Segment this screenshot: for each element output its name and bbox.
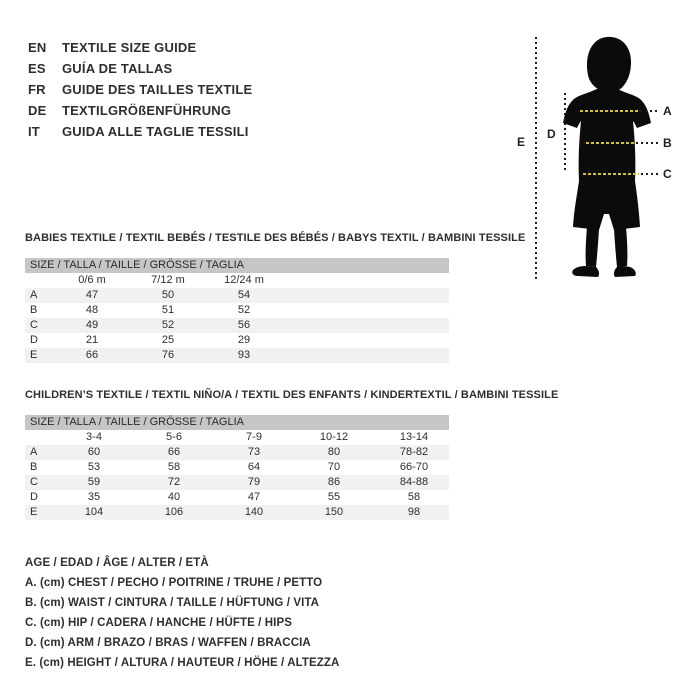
legend-arm-line: D. (cm) ARM / BRAZO / BRAS / WAFFEN / BRACCIA	[25, 637, 311, 649]
babies-size-table	[25, 258, 449, 363]
table-row	[25, 445, 449, 460]
cell: 54	[237, 289, 251, 301]
cell: 40	[167, 491, 181, 503]
cell: 35	[87, 491, 101, 503]
row-label: D	[30, 334, 38, 346]
table-row	[25, 318, 449, 333]
waist-line	[586, 142, 634, 144]
cell: 84-88	[399, 476, 429, 488]
column-header: 0/6 m	[78, 274, 106, 286]
cell: 60	[87, 446, 101, 458]
legend-waist-line: B. (cm) WAIST / CINTURA / TAILLE / HÜFTUNG / VITA	[25, 597, 320, 609]
measurement-figure	[500, 25, 700, 285]
cell: 55	[327, 491, 341, 503]
lang-row-en	[28, 37, 252, 58]
row-label: E	[30, 506, 38, 518]
marker-d-label: D	[547, 127, 556, 141]
lang-code: ES	[28, 61, 46, 76]
guide-title: GUÍA DE TALLAS	[62, 61, 173, 76]
lang-code: FR	[28, 82, 46, 97]
cell: 59	[87, 476, 101, 488]
lang-code: EN	[28, 40, 47, 55]
marker-a-label: A	[663, 104, 672, 118]
row-label: A	[30, 289, 38, 301]
lang-row-it	[28, 121, 252, 142]
cell: 78-82	[399, 446, 429, 458]
guide-title: GUIDE DES TAILLES TEXTILE	[62, 82, 253, 97]
lang-code: DE	[28, 103, 47, 118]
column-header: 12/24 m	[224, 274, 264, 286]
cell: 50	[161, 289, 175, 301]
cell: 106	[164, 506, 184, 518]
cell: 25	[161, 334, 175, 346]
cell: 73	[247, 446, 261, 458]
cell: 58	[167, 461, 181, 473]
size-header-bar: SIZE / TALLA / TAILLE / GRÖSSE / TAGLIA	[25, 415, 449, 430]
row-label: C	[30, 319, 38, 331]
table-row	[25, 288, 449, 303]
legend-chest-line: A. (cm) CHEST / PECHO / POITRINE / TRUHE / PETTO	[25, 577, 323, 589]
cell: 52	[161, 319, 175, 331]
cell: 21	[85, 334, 99, 346]
cell: 72	[167, 476, 181, 488]
legend-age-line: AGE / EDAD / ÂGE / ALTER / ETÀ	[25, 557, 209, 569]
cell: 79	[247, 476, 261, 488]
table-row	[25, 333, 449, 348]
table-row	[25, 505, 449, 520]
row-label: A	[30, 446, 38, 458]
arm-guide-line	[564, 93, 566, 173]
cell: 49	[85, 319, 99, 331]
table-row	[25, 460, 449, 475]
waist-leader-line	[636, 142, 658, 144]
hip-line	[583, 173, 639, 175]
marker-c-label: C	[663, 167, 672, 181]
column-header-row	[25, 430, 449, 445]
row-label: C	[30, 476, 38, 488]
size-header-bar: SIZE / TALLA / TAILLE / GRÖSSE / TAGLIA	[25, 258, 449, 273]
cell: 66-70	[399, 461, 429, 473]
cell: 66	[85, 349, 99, 361]
babies-section-title: BABIES TEXTILE / TEXTIL BEBÉS / TESTILE DES BÉBÉS / BABYS TEXTIL / BAMBINI TESSILE	[25, 232, 526, 244]
lang-row-de	[28, 100, 252, 121]
cell: 53	[87, 461, 101, 473]
measurement-legend	[25, 553, 339, 673]
cell: 80	[327, 446, 341, 458]
row-label: B	[30, 304, 38, 316]
column-header: 7-9	[246, 431, 262, 443]
row-label: E	[30, 349, 38, 361]
column-header: 10-12	[319, 431, 349, 443]
cell: 140	[244, 506, 264, 518]
cell: 29	[237, 334, 251, 346]
lang-row-fr	[28, 79, 252, 100]
cell: 70	[327, 461, 341, 473]
table-row	[25, 475, 449, 490]
legend-height-line: E. (cm) HEIGHT / ALTURA / HAUTEUR / HÖHE / ALTEZZA	[25, 657, 340, 669]
guide-title: TEXTILGRÖßENFÜHRUNG	[62, 103, 232, 118]
children-size-table	[25, 415, 449, 520]
chest-line	[580, 110, 638, 112]
cell: 47	[247, 491, 261, 503]
row-label: D	[30, 491, 38, 503]
column-header-row	[25, 273, 449, 288]
cell: 51	[161, 304, 175, 316]
table-row	[25, 490, 449, 505]
cell: 93	[237, 349, 251, 361]
column-header: 5-6	[166, 431, 182, 443]
guide-title: TEXTILE SIZE GUIDE	[62, 40, 197, 55]
column-header: 13-14	[399, 431, 429, 443]
row-label: B	[30, 461, 38, 473]
cell: 86	[327, 476, 341, 488]
child-silhouette-image	[500, 25, 700, 285]
legend-hip-line: C. (cm) HIP / CADERA / HANCHE / HÜFTE / HIPS	[25, 617, 293, 629]
column-header: 7/12 m	[151, 274, 185, 286]
guide-title: GUIDA ALLE TAGLIE TESSILI	[62, 124, 249, 139]
cell: 76	[161, 349, 175, 361]
cell: 58	[407, 491, 421, 503]
lang-row-es	[28, 58, 252, 79]
cell: 52	[237, 304, 251, 316]
table-row	[25, 303, 449, 318]
hip-leader-line	[641, 173, 658, 175]
cell: 48	[85, 304, 99, 316]
cell: 98	[407, 506, 421, 518]
lang-code: IT	[28, 124, 40, 139]
marker-e-label: E	[517, 135, 526, 149]
column-header: 3-4	[86, 431, 102, 443]
cell: 47	[85, 289, 99, 301]
cell: 64	[247, 461, 261, 473]
children-section-title: CHILDREN’S TEXTILE / TEXTIL NIÑO/A / TEXTIL DES ENFANTS / KINDERTEXTIL / BAMBINI TESSILE	[25, 389, 559, 401]
marker-b-label: B	[663, 136, 672, 150]
cell: 150	[324, 506, 344, 518]
cell: 104	[84, 506, 104, 518]
height-guide-line	[535, 37, 537, 280]
table-row	[25, 348, 449, 363]
language-title-list	[28, 37, 252, 142]
chest-leader-line	[640, 110, 659, 112]
cell: 56	[237, 319, 251, 331]
cell: 66	[167, 446, 181, 458]
